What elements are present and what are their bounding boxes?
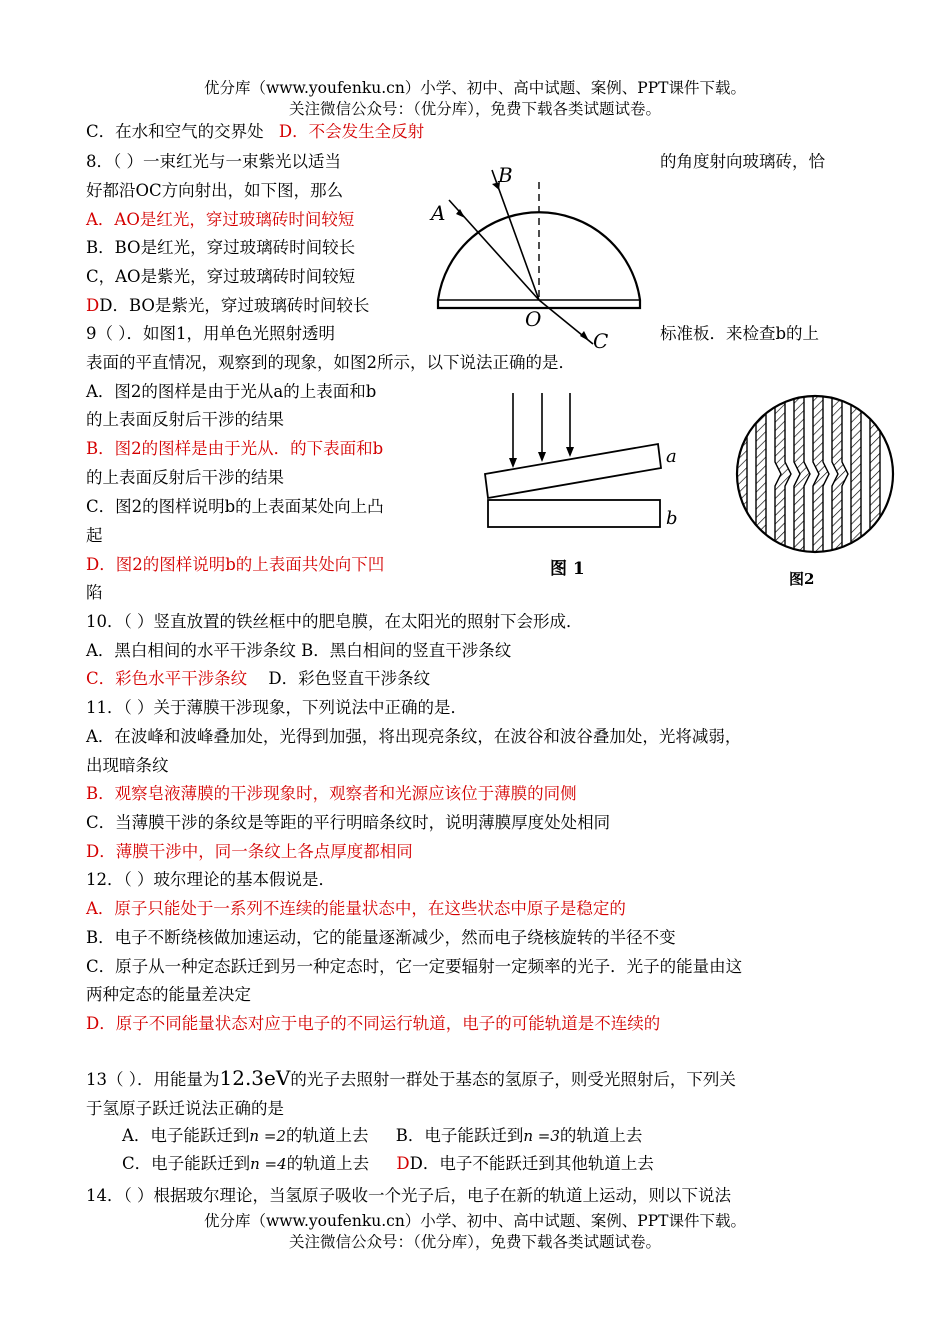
- q13-option-a-pre: A．电子能跃迁到: [122, 1126, 250, 1145]
- q13-option-d-letter: D: [396, 1154, 410, 1173]
- q13-options-cd: [122, 1152, 654, 1176]
- q11-option-b: B．观察皂液薄膜的干涉现象时，观察者和光源应该位于薄膜的同侧: [86, 784, 577, 803]
- q8-option-c: C，AO是紫光，穿过玻璃砖时间较短: [86, 267, 356, 286]
- q13-option-c-math: n =4: [250, 1155, 287, 1173]
- q8-figure-semicircle: [425, 160, 655, 353]
- q11-stem: 11．（ ）关于薄膜干涉现象，下列说法中正确的是．: [86, 698, 467, 717]
- q13-option-b-post: 的轨道上去: [559, 1126, 643, 1145]
- q7-option-c: C．在水和空气的交界处: [86, 122, 264, 141]
- q14-stem: 14．（ ）根据玻尔理论，当氢原子吸收一个光子后，电子在新的轨道上运动，则以下说法: [86, 1186, 731, 1205]
- q10-options-cd: [86, 667, 430, 691]
- q9-option-a-line1: A．图2的图样是由于光从a的上表面和b: [86, 382, 377, 401]
- q10-option-ab: A．黑白相间的水平干涉条纹 B．黑白相间的竖直干涉条纹: [86, 641, 512, 660]
- q13-energy: 12.3eV: [219, 1066, 291, 1090]
- footer-line-1: 优分库（www.youfenku.cn）小学、初中、高中试题、案例、PPT课件下载。: [203, 1212, 747, 1230]
- q12-stem: 12．（ ）玻尔理论的基本假说是．: [86, 870, 335, 889]
- label-b: B: [498, 163, 513, 187]
- label-plate-a: a: [666, 446, 677, 467]
- q9-stem-b: 标准板．来检查b的上: [660, 324, 820, 343]
- figure-1-caption: 图 1: [550, 559, 585, 579]
- q11-option-a-line1: A．在波峰和波峰叠加处，光得到加强，将出现亮条纹，在波谷和波谷叠加处，光将减弱，: [86, 727, 742, 746]
- q9-figure-1: [480, 388, 700, 588]
- footer-line-2: 关注微信公众号：（优分库），免费下载各类试题试卷。: [288, 1233, 661, 1251]
- q12-option-c-line1: C．原子从一种定态跃迁到另一种定态时，它一定要辐射一定频率的光子．光子的能量由这: [86, 957, 743, 976]
- q12-option-a: A．原子只能处于一系列不连续的能量状态中，在这些状态中原子是稳定的: [86, 899, 626, 918]
- q13-stem-line1: [86, 1066, 736, 1092]
- q13-option-d: D．电子不能跃迁到其他轨道上去: [409, 1154, 654, 1173]
- q13-option-b-pre: B．电子能跃迁到: [395, 1126, 524, 1145]
- q13-option-c-pre: C．电子能跃迁到: [122, 1154, 251, 1173]
- header-line-2: 关注微信公众号：（优分库），免费下载各类试题试卷。: [288, 100, 661, 118]
- q11-option-d: D．薄膜干涉中，同一条纹上各点厚度都相同: [86, 842, 413, 861]
- q10-option-d: D．彩色竖直干涉条纹: [268, 669, 431, 688]
- q9-option-b-line1: B．图2的图样是由于光从．的下表面和b: [86, 439, 384, 458]
- q13-option-a-math: n =2: [249, 1127, 286, 1145]
- q8-option-d: [86, 294, 369, 318]
- q8-option-d-text: D．BO是紫光，穿过玻璃砖时间较长: [99, 296, 370, 315]
- q12-option-c-line2: 两种定态的能量差决定: [86, 985, 251, 1004]
- incident-ray-2-arrow: [538, 452, 546, 462]
- q9-option-d-line1: D．图2的图样说明b的上表面共处向下凹: [86, 555, 385, 574]
- label-o: O: [525, 307, 542, 331]
- incident-ray-1-arrow: [509, 458, 517, 468]
- q13-option-a-post: 的轨道上去: [285, 1126, 369, 1145]
- q8-stem-a: 8．（ ）一束红光与一束紫光以适当: [86, 152, 341, 171]
- q12-option-d: D．原子不同能量状态对应于电子的不同运行轨道，电子的可能轨道是不连续的: [86, 1014, 661, 1033]
- ray-oc-arrow: [580, 331, 589, 341]
- plate-b: [488, 500, 660, 527]
- plate-a: [485, 444, 661, 498]
- q13-stem-a: 13（ ）．用能量为: [86, 1070, 220, 1089]
- q10-option-c: C．彩色水平干涉条纹: [86, 669, 248, 688]
- q13-option-b-math: n =3: [523, 1127, 560, 1145]
- q8-option-d-letter: D: [86, 296, 100, 315]
- q10-stem: 10．（ ）竖直放置的铁丝框中的肥皂膜，在太阳光的照射下会形成．: [86, 612, 583, 631]
- q11-option-a-line2: 出现暗条纹: [86, 756, 169, 775]
- q8-stem-b: 的角度射向玻璃砖，恰: [660, 152, 825, 171]
- fringe-band: [737, 394, 747, 559]
- q9-option-c-line2: 起: [86, 526, 103, 545]
- incident-ray-3-arrow: [566, 447, 574, 457]
- q9-option-b-line2: 的上表面反射后干涉的结果: [86, 468, 284, 487]
- q11-option-c: C．当薄膜干涉的条纹是等距的平行明暗条纹时，说明薄膜厚度处处相同: [86, 813, 611, 832]
- q9-option-a-line2: 的上表面反射后干涉的结果: [86, 410, 284, 429]
- q7-options-cd: [86, 120, 424, 144]
- q9-stem-a: 9（ ）．如图1，用单色光照射透明: [86, 324, 335, 343]
- q8-stem-c: 好都沿OC方向射出，如下图，那么: [86, 181, 344, 200]
- q13-option-c-post: 的轨道上去: [286, 1154, 370, 1173]
- fringe-band: [851, 394, 861, 559]
- q8-option-a: A．AO是红光，穿过玻璃砖时间较短: [86, 210, 355, 229]
- label-c: C: [593, 329, 609, 353]
- q8-option-b: B．BO是红光，穿过玻璃砖时间较长: [86, 238, 356, 257]
- q9-option-c-line1: C．图2的图样说明b的上表面某处向上凸: [86, 497, 384, 516]
- header-line-1: 优分库（www.youfenku.cn）小学、初中、高中试题、案例、PPT课件下载。: [203, 79, 747, 97]
- label-plate-b: b: [666, 508, 678, 529]
- label-a: A: [431, 201, 446, 225]
- q9-stem-c: 表面的平直情况，观察到的现象，如图2所示，以下说法正确的是．: [86, 353, 575, 372]
- q9-option-d-line2: 陷: [86, 583, 103, 602]
- figure-2-caption: 图2: [789, 570, 815, 588]
- q9-figure-2: [735, 394, 900, 594]
- q13-stem-b: 的光子去照射一群处于基态的氢原子，则受光照射后，下列关: [290, 1070, 736, 1089]
- q7-option-d: D．不会发生全反射: [278, 122, 425, 141]
- q13-stem-c: 于氢原子跃迁说法正确的是: [86, 1099, 284, 1118]
- q13-options-ab: [122, 1124, 642, 1148]
- q12-option-b: B．电子不断绕核做加速运动，它的能量逐渐减少，然而电子绕核旋转的半径不变: [86, 928, 676, 947]
